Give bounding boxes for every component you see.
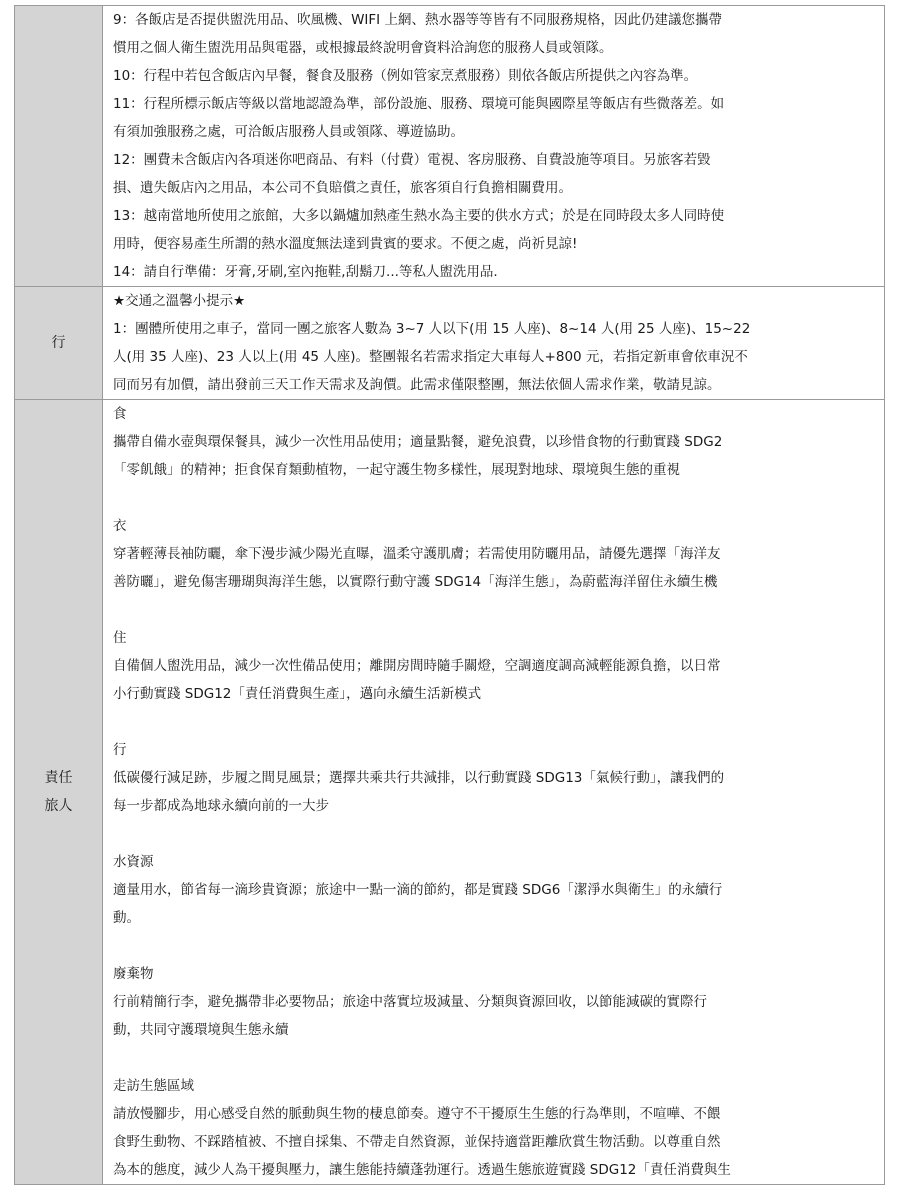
table-row-transport [15, 287, 885, 400]
text-line: 為本的態度，減少人為干擾與壓力，讓生態能持續蓬勃運行。透過生態旅遊實踐 SDG12「責任消費與生 [113, 1162, 731, 1178]
text-line: 攜帶自備水壺與環保餐具，減少一次性用品使用；適量點餐，避免浪費，以珍惜食物的行動實踐 SDG2 [113, 434, 723, 450]
text-line: 同而另有加價，請出發前三天工作天需求及詢價。此需求僅限整團，無法依個人需求作業，敬請見諒。 [113, 377, 721, 393]
table-row-responsible-traveler [15, 400, 885, 1185]
blank-line [113, 820, 870, 848]
blank-line [113, 932, 870, 960]
label-line: 旅人 [44, 798, 73, 814]
text-line: 損、遺失飯店內之用品，本公司不負賠償之責任，旅客須自行負擔相關費用。 [113, 180, 572, 196]
text-line: 低碳優行減足跡，步履之間見風景；選擇共乘共行共減排，以行動實踐 SDG13「氣候行動」，讓我們的 [113, 770, 725, 786]
row-content-responsible-traveler [103, 400, 885, 1185]
text-line: 動。 [113, 910, 140, 926]
blank-line [113, 708, 870, 736]
blank-line [113, 596, 870, 624]
text-line: 1：團體所使用之車子，當同一團之旅客人數為 3~7 人以下(用 15 人座)、8~14 人(用 25 人座)、15~22 [113, 321, 751, 337]
text-line: 14：請自行準備：牙膏,牙刷,室內拖鞋,刮鬍刀...等私人盥洗用品. [113, 264, 498, 280]
row-label-empty [15, 6, 103, 287]
table-row-hotel-notes [15, 6, 885, 287]
section-heading-travel: 行 [113, 742, 127, 758]
row-content-hotel-notes [103, 6, 885, 287]
text-line: 適量用水，節省每一滴珍貴資源；旅途中一點一滴的節約，都是實踐 SDG6「潔淨水與衛生」的永續行 [113, 882, 723, 898]
document-table [14, 5, 885, 1185]
text-line: 慣用之個人衛生盥洗用品與電器，或根據最終說明會資料洽詢您的服務人員或領隊。 [113, 40, 613, 56]
label-line: 責任 [44, 770, 73, 786]
text-line: 食野生動物、不踩踏植被、不擅自採集、不帶走自然資源，並保持適當距離欣賞生物活動。以尊重自然 [113, 1134, 721, 1150]
row-label-transport: 行 [15, 287, 103, 400]
row-content-transport [103, 287, 885, 400]
section-heading-clothing: 衣 [113, 518, 127, 534]
text-line: 有須加強服務之處，可洽飯店服務人員或領隊、導遊協助。 [113, 124, 464, 140]
blank-line [113, 484, 870, 512]
text-line: 用時，便容易產生所謂的熱水溫度無法達到貴賓的要求。不便之處，尚祈見諒! [113, 236, 578, 252]
text-line: 9：各飯店是否提供盥洗用品、吹風機、WIFI 上網、熱水器等等皆有不同服務規格，因此仍建議您攜帶 [113, 12, 722, 28]
section-heading-lodging: 住 [113, 630, 127, 646]
row-label-responsible-traveler [15, 400, 103, 1185]
text-line: 動，共同守護環境與生態永續 [113, 1022, 289, 1038]
text-line: 10：行程中若包含飯店內早餐，餐食及服務（例如管家烹煮服務）則依各飯店所提供之內容為準。 [113, 68, 698, 84]
section-heading-waste: 廢棄物 [113, 966, 154, 982]
text-line: 行前精簡行李，避免攜帶非必要物品；旅途中落實垃圾減量、分類與資源回收，以節能減碳的實際行 [113, 994, 707, 1010]
text-line: ★交通之溫馨小提示★ [113, 293, 246, 309]
section-heading-water: 水資源 [113, 854, 154, 870]
text-line: 12：團費未含飯店內各項迷你吧商品、有料（付費）電視、客房服務、自費設施等項目。另旅客若毀 [113, 152, 711, 168]
text-line: 11：行程所標示飯店等級以當地認證為準，部份設施、服務、環境可能與國際星等飯店有些微落差。如 [113, 96, 725, 112]
text-line: 13：越南當地所使用之旅館，大多以鍋爐加熱產生熱水為主要的供水方式；於是在同時段太多人同時使 [113, 208, 725, 224]
section-heading-eco-areas: 走訪生態區域 [113, 1078, 194, 1094]
section-heading-food: 食 [113, 406, 127, 422]
text-line: 自備個人盥洗用品，減少一次性備品使用；離開房間時隨手關燈，空調適度調高減輕能源負擔，以日常 [113, 658, 721, 674]
text-line: 小行動實踐 SDG12「責任消費與生產」，邁向永續生活新模式 [113, 686, 482, 702]
text-line: 穿著輕薄長袖防曬，傘下漫步減少陽光直曝，溫柔守護肌膚；若需使用防曬用品，請優先選擇「海洋友 [113, 546, 721, 562]
blank-line [113, 1044, 870, 1072]
text-line: 每一步都成為地球永續向前的一大步 [113, 798, 329, 814]
text-line: 請放慢腳步，用心感受自然的脈動與生物的棲息節奏。遵守不干擾原生生態的行為準則，不喧嘩、不餵 [113, 1106, 721, 1122]
text-line: 善防曬」，避免傷害珊瑚與海洋生態，以實際行動守護 SDG14「海洋生態」，為蔚藍海洋留住永續生機 [113, 574, 718, 590]
text-line: 「零飢餓」的精神；拒食保育類動植物，一起守護生物多樣性，展現對地球、環境與生態的重視 [113, 462, 680, 478]
text-line: 人(用 35 人座)、23 人以上(用 45 人座)。整團報名若需求指定大車每人+800 元，若指定新車會依車況不 [113, 349, 748, 365]
